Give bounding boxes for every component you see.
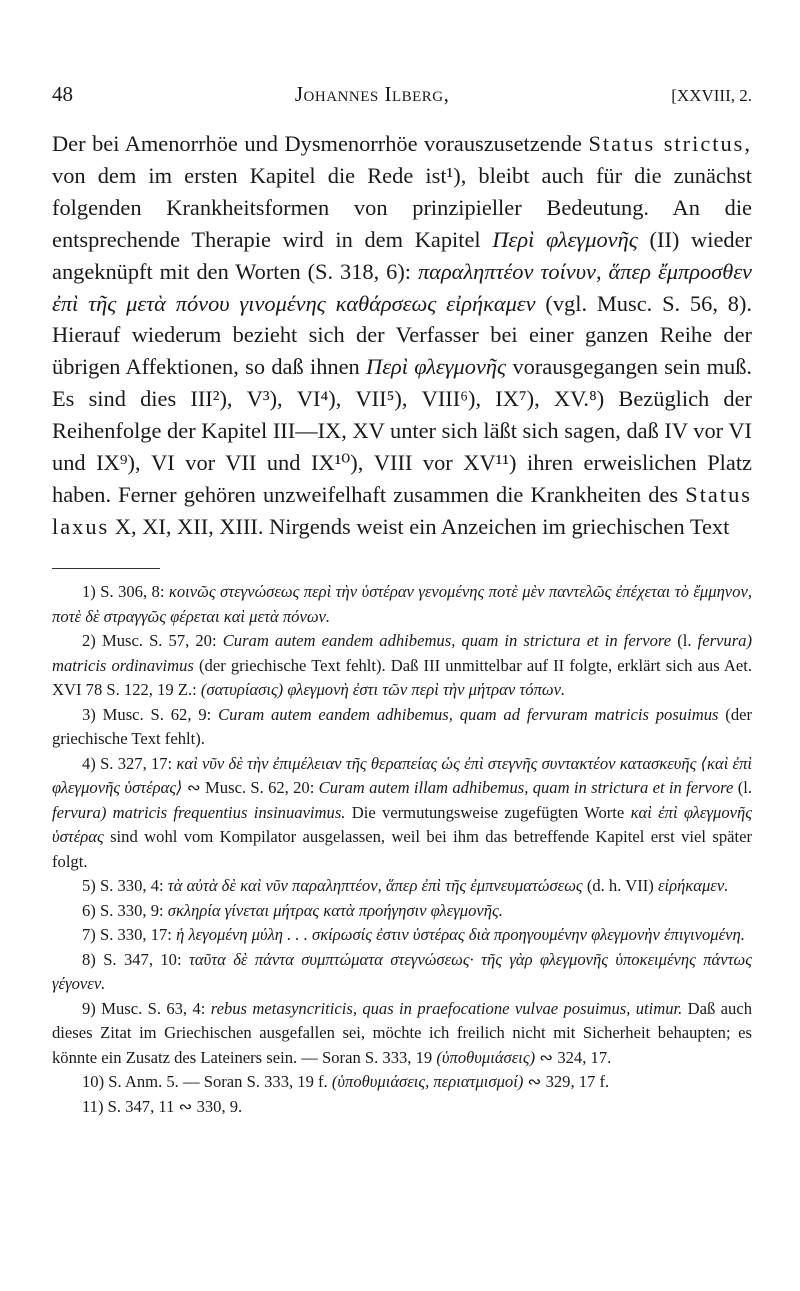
text-run: ∾ Musc. S. 62, 20: xyxy=(186,778,315,797)
text-run: Musc. S. 62, 9: xyxy=(102,704,212,724)
text-run: S. 327, 17: xyxy=(100,753,173,773)
latin-quote: Curam autem eandem adhibemus, quam ad fervuram matricis posuimus xyxy=(218,704,719,724)
text-run: (II) wieder angeknüpft mit den Worten (S. 318, 6): xyxy=(52,226,752,284)
greek-quote: σκληρία γίνεται μήτρας κατὰ προήγησιν φλεγμονῆς. xyxy=(167,900,503,920)
footnote-number: 7) xyxy=(82,925,96,944)
latin-quote: Curam autem illam adhibemus, quam in strictura et in fervore xyxy=(318,778,734,797)
greek-quote: καὶ ἐπὶ φλεγμονῆς ὑστέρας xyxy=(52,802,752,846)
text-run: S. 330, 4: xyxy=(99,876,164,895)
footnote xyxy=(52,1070,752,1095)
footnote xyxy=(52,1095,752,1120)
greek-quote: (ὑποθυμιάσεις, περιατμισμοί) xyxy=(331,1072,524,1091)
text-run: (vgl. Musc. S. 56, 8). Hierauf wiederum bezieht sich der Verfasser bei einer ganzen Reihe der übrigen Affektionen, so daß ihnen xyxy=(52,290,752,380)
greek-quote: (σατυρίασις) φλεγμονὴ ἐστι τῶν περὶ τὴν μήτραν τόπων. xyxy=(200,680,566,699)
greek-title: Περὶ φλεγμονῆς xyxy=(492,226,638,252)
footnote xyxy=(52,899,752,924)
text-run: S. 306, 8: xyxy=(100,582,165,601)
latin-quote: rebus metasyncriticis, quas in praefocatione vulvae posuimus, utimur. xyxy=(210,998,683,1018)
latin-quote: Curam autem eandem adhibemus, quam in strictura et in fervore xyxy=(222,631,672,650)
footnote-number: 2) xyxy=(82,631,96,650)
greek-quote: καὶ νῦν δὲ τὴν ἐπιμέλειαν τῆς θεραπείας ὡς ἐπὶ στεγνῆς συντακτέον κατασκευῆς ⟨καὶ ἐπὶ φλεγμονῆς ὑστέρας⟩ xyxy=(52,753,753,797)
footnote-number: 10) xyxy=(82,1072,105,1091)
latin-quote: matricis ordinavimus xyxy=(52,655,194,675)
footnote-rule xyxy=(52,568,160,569)
running-title: Johannes Ilberg, xyxy=(294,82,450,106)
text-run: X, XI, XII, XIII. Nirgends weist ein Anzeichen im griechischen Text xyxy=(114,513,730,539)
footnote-number: 11) xyxy=(82,1096,104,1116)
text-run: S. 330, 17: xyxy=(99,925,172,944)
page-number: 48 xyxy=(52,82,73,106)
footnote xyxy=(52,923,752,948)
text-run: S. 347, 11 ∾ 330, 9. xyxy=(107,1096,243,1116)
text-run: ∾ 324, 17. xyxy=(539,1047,612,1067)
footnote-number: 4) xyxy=(82,753,96,773)
spaced-term: Status laxus xyxy=(52,481,752,539)
text-run: (d. h. VII) xyxy=(586,876,654,895)
text-run: von dem im ersten Kapitel die Rede ist¹), bleibt auch für die zunächst folgenden Krankheitsformen von prinzipieller Bedeutung. An die entsprechende Therapie wird in dem Kapitel xyxy=(52,162,752,252)
latin-quote: fervura) xyxy=(697,631,752,650)
footnote-number: 3) xyxy=(82,704,96,724)
footnote xyxy=(52,752,752,875)
footnote-number: 5) xyxy=(82,876,96,895)
greek-quote: (ὑποθυμιάσεις) xyxy=(436,1047,536,1067)
footnote-number: 8) xyxy=(82,949,96,969)
text-run: (der griechische Text fehlt). Daß III unmittelbar auf II folgte, erklärt sich aus Aet. XVI 78 S. 122, 19 Z.: xyxy=(52,655,752,699)
greek-quote: παραληπτέον τοίνυν, ἅπερ ἔμπροσθεν ἐπὶ τῆς μετὰ πόνου γινομένης καθάρσεως εἰρήκαμεν xyxy=(52,258,752,316)
body-paragraph xyxy=(52,128,752,543)
text-run: S. 330, 9: xyxy=(99,900,164,920)
footnotes xyxy=(52,580,752,1119)
footnote-number: 1) xyxy=(82,582,96,601)
text-run: (l. xyxy=(677,631,692,650)
text-run: ∾ 329, 17 f. xyxy=(527,1072,610,1091)
footnote xyxy=(52,874,752,899)
footnote xyxy=(52,703,752,752)
footnote-number: 9) xyxy=(82,998,96,1018)
text-run: sind wohl vom Kompilator ausgelassen, weil bei ihm das betreffende Kapitel erst viel später folgt. xyxy=(52,827,752,871)
text-run: (l. xyxy=(737,778,752,797)
text-run: S. 347, 10: xyxy=(103,949,182,969)
latin-quote: fervura) matricis frequentius insinuavimus. xyxy=(52,802,346,822)
text-run: S. Anm. 5. — Soran S. 333, 19 f. xyxy=(108,1072,328,1091)
footnote xyxy=(52,580,752,629)
text-run: vorausgegangen sein muß. Es sind dies III²), V³), VI⁴), VII⁵), VIII⁶), IX⁷), XV.⁸) Bezüglich der Reihenfolge der Kapitel III—IX, XV unter sich läßt sich sagen, daß IV vor VI und IX⁹), VI vor VII und IX¹⁰), VIII vor XV¹¹) ihren erweislichen Platz haben. Ferner gehören unzweifelhaft zusammen die Krankheiten des xyxy=(52,354,752,507)
text-run: Die vermutungsweise zugefügten Worte xyxy=(351,802,625,822)
footnote-number: 6) xyxy=(82,900,96,920)
text-run: (der griechische Text fehlt). xyxy=(52,704,753,748)
greek-quote: εἰρήκαμεν. xyxy=(657,876,729,895)
greek-quote: ἡ λεγομένη μύλη . . . σκίρωσίς ἐστιν ὑστέρας διὰ προηγουμένην φλεγμονὴν ἐπιγινομένη. xyxy=(176,925,745,944)
text-run: Musc. S. 63, 4: xyxy=(101,998,206,1018)
text-run: Der bei Amenorrhöe und Dysmenorrhöe vorauszusetzende xyxy=(52,131,582,156)
section-mark: [XXVIII, 2. xyxy=(671,86,752,105)
main-text xyxy=(52,128,752,543)
greek-quote: ταῦτα δὲ πάντα συμπτώματα στεγνώσεως· τῆς γὰρ φλεγμονῆς ὑποκειμένης πάντως γέγονεν. xyxy=(52,949,753,993)
spaced-term: Status strictus, xyxy=(588,131,752,156)
text-run: Musc. S. 57, 20: xyxy=(101,631,217,650)
running-header xyxy=(52,82,752,107)
text-run: Daß auch dieses Zitat im Griechischen ausgefallen sei, möchte ich freilich nicht mit Sicherheit behaupten; es könnte ein Zusatz des Lateiners sein. — Soran S. 333, 19 xyxy=(52,998,753,1067)
footnote xyxy=(52,997,752,1071)
footnote xyxy=(52,629,752,703)
footnote xyxy=(52,948,752,997)
greek-quote: τὰ αὐτὰ δὲ καὶ νῦν παραληπτέον, ἅπερ ἐπὶ τῆς ἐμπνευματώσεως xyxy=(167,876,583,895)
greek-title: Περὶ φλεγμονῆς xyxy=(366,354,507,380)
greek-quote: κοινῶς στεγνώσεως περὶ τὴν ὑστέραν γενομένης ποτὲ μὲν παντελῶς ἐπέχεται τὸ ἔμμηνον, ποτὲ δὲ στραγγῶς φέρεται καὶ μετὰ πόνων. xyxy=(52,582,752,626)
